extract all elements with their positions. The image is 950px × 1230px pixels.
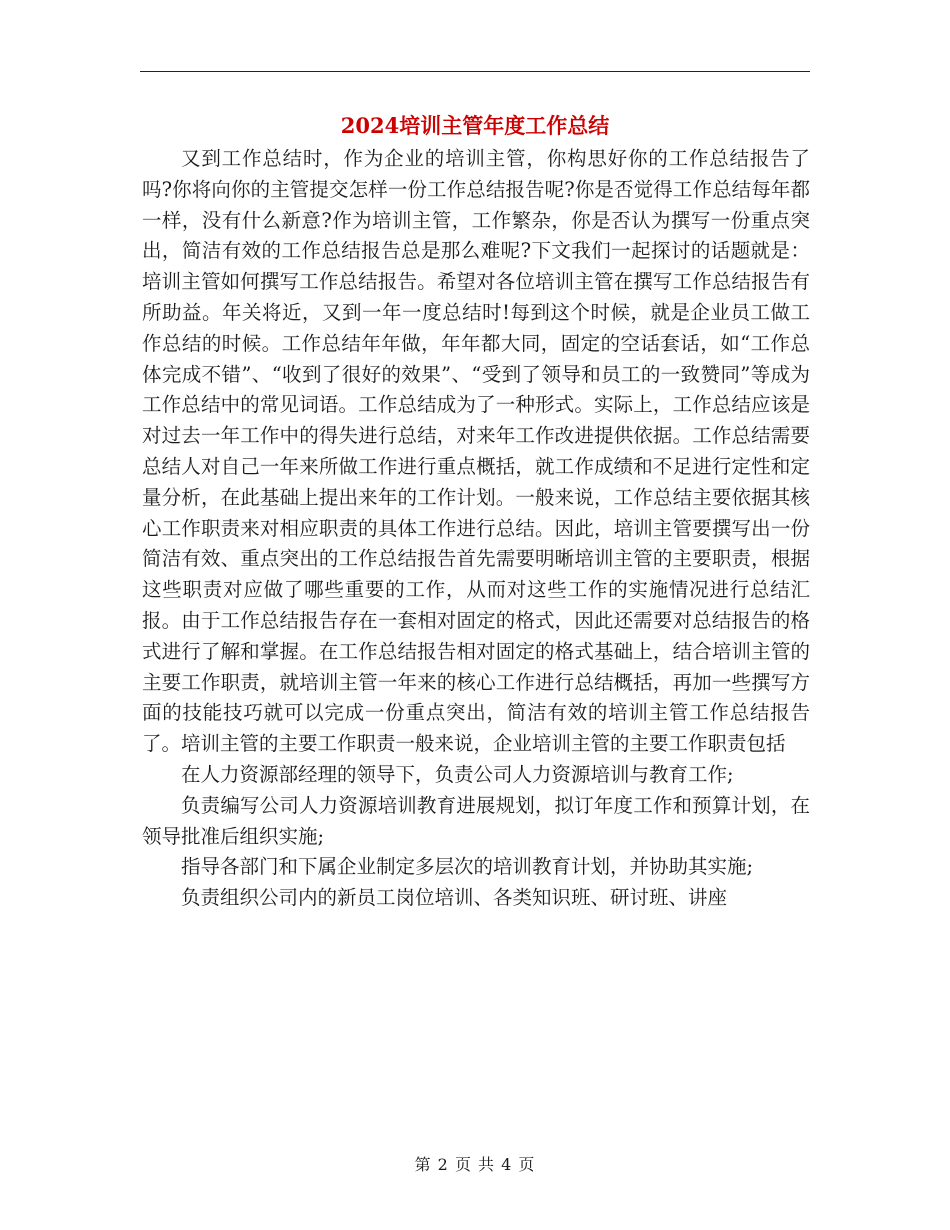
body-paragraph: 指导各部门和下属企业制定多层次的培训教育计划，并协助其实施; <box>181 855 754 879</box>
page-number: 第 2 页 共 4 页 <box>414 1155 536 1174</box>
body-paragraph: 负责组织公司内的新员工岗位培训、各类知识班、研讨班、讲座 <box>181 886 728 910</box>
document-title: 2024培训主管年度工作总结 <box>340 113 610 138</box>
body-paragraph: 在人力资源部经理的领导下，负责公司人力资源培训与教育工作; <box>181 762 734 786</box>
body-paragraph: 又到工作总结时，作为企业的培训主管，你构思好你的工作总结报告了吗?你将向你的主管提交怎样一份工作总结报告呢?你是否觉得工作总结每年都一样，没有什么新意?作为培训主管，工作繁杂，你是否认为撰写一份重点突出，简洁有效的工作总结报告总是那么难呢?下文我们一起探讨的话题就是：培训主管如何撰写工作总结报告。希望对各位培训主管在撰写工作总结报告有所助益。年关将近，又到一年一度总结时!每到这个时候，就是企业员工做工作总结的时候。工作总结年年做，年年都大同，固定的空话套话，如“工作总体完成不错”、“收到了很好的效果”、“受到了领导和员工的一致赞同”等成为工作总结中的常见词语。工作总结成为了一种形式。实际上，工作总结应该是对过去一年工作中的得失进行总结，对来年工作改进提供依据。工作总结需要总结人对自己一年来所做工作进行重点概括，就工作成绩和不足进行定性和定量分析，在此基础上提出来年的工作计划。一般来说，工作总结主要依据其核心工作职责来对相应职责的具体工作进行总结。因此，培训主管要撰写出一份简洁有效、重点突出的工作总结报告首先需要明晰培训主管的主要职责，根据这些职责对应做了哪些重要的工作，从而对这些工作的实施情况进行总结汇报。由于工作总结报告存在一套相对固定的格式，因此还需要对总结报告的格式进行了解和掌握。在工作总结报告相对固定的格式基础上，结合培训主管的主要工作职责，就培训主管一年来的核心工作进行总结概括，再加一些撰写方面的技能技巧就可以完成一份重点突出，简洁有效的培训主管工作总结报告了。培训主管的主要工作职责一般来说，企业培训主管的主要工作职责包括 <box>142 147 810 756</box>
document-body <box>142 144 810 914</box>
body-paragraph: 负责编写公司人力资源培训教育进展规划，拟订年度工作和预算计划，在领导批准后组织实施; <box>142 793 810 848</box>
header-rule <box>140 71 810 72</box>
